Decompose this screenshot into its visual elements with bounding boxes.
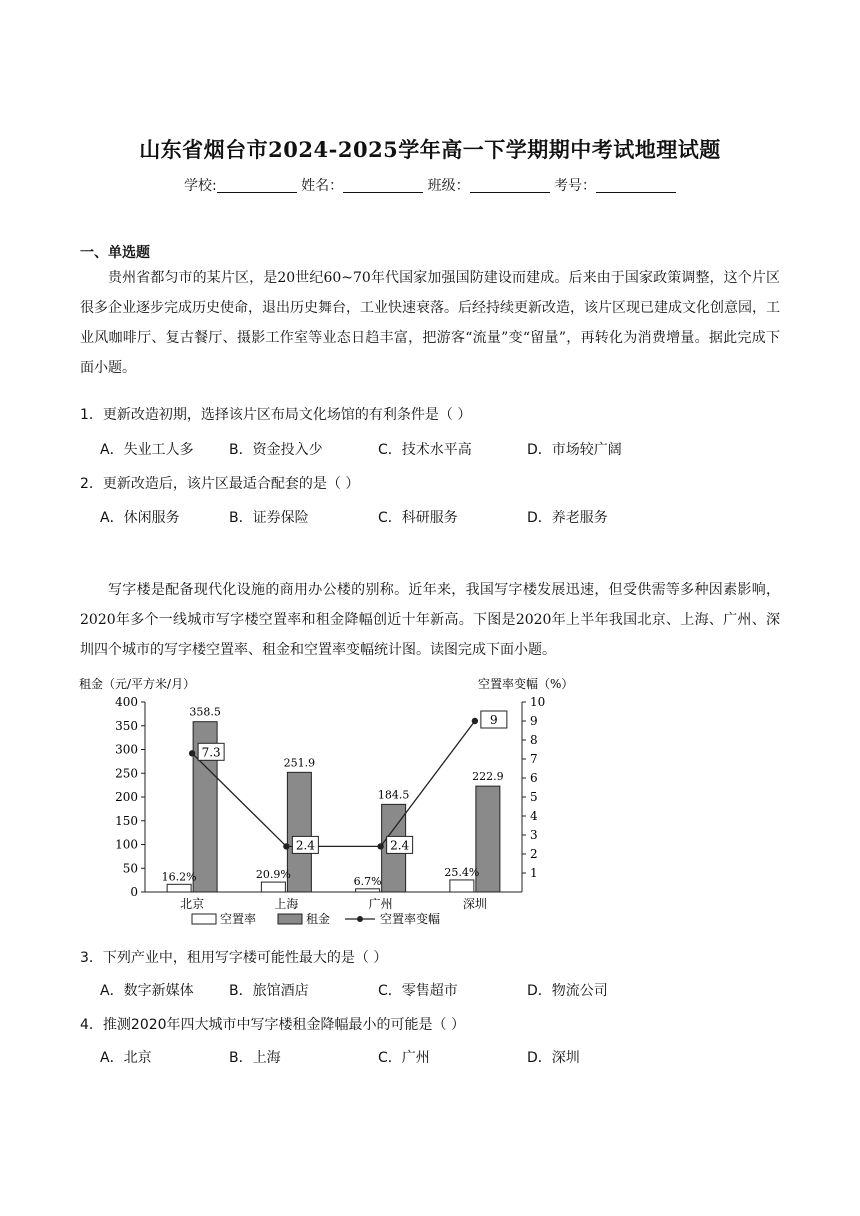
y2-tick-label: 1 — [530, 866, 538, 880]
x-tick-label: 北京 — [180, 897, 205, 911]
y-tick-label: 0 — [130, 885, 138, 899]
passage-2: 写字楼是配备现代化设施的商用办公楼的别称。近年来，我国写字楼发展迅速，但受供需等多种因素影响，2020年多个一线城市写字楼空置率和租金降幅创近十年新高。下图是2020年上半年我国北京、上海、广州、深圳四个城市的写字楼空置率、租金和空置率变幅统计图。读图完成下面小题。 — [80, 582, 780, 658]
question-3-option-a[interactable]: A．数字新媒体 — [100, 983, 194, 999]
chart-line — [189, 711, 507, 853]
y2-tick-label: 5 — [530, 790, 538, 804]
y2-tick-label: 8 — [530, 733, 538, 747]
vacancy-change-point — [189, 750, 195, 756]
x-tick-label: 深圳 — [462, 897, 487, 911]
question-1-stem: 1．更新改造初期，选择该片区布局文化场馆的有利条件是（ ） — [80, 407, 472, 423]
page-title: 山东省烟台市2024-2025学年高一下学期期中考试地理试题 — [139, 137, 721, 162]
legend-change-marker — [357, 916, 363, 922]
x-tick-label: 上海 — [274, 897, 299, 911]
question-3-stem: 3．下列产业中，租用写字楼可能性最大的是（ ） — [80, 950, 388, 966]
y-tick-label: 50 — [122, 861, 138, 876]
vacancy-value-label: 20.9% — [255, 868, 291, 882]
vacancy-value-label: 6.7% — [353, 874, 382, 888]
y2-tick-label: 3 — [530, 828, 538, 842]
rent-value-label: 251.9 — [283, 756, 316, 770]
y-tick-label: 200 — [115, 790, 138, 804]
rent-bar — [287, 772, 311, 892]
vacancy-bar — [450, 880, 474, 892]
y2-tick-label: 6 — [530, 771, 538, 785]
question-3-option-b[interactable]: B．旅馆酒店 — [229, 983, 309, 999]
question-2-stem: 2．更新改造后，该片区最适合配套的是（ ） — [80, 476, 360, 492]
y2-tick-label: 9 — [530, 714, 538, 728]
question-2-option-d[interactable]: D．养老服务 — [527, 510, 608, 526]
question-3-option-d[interactable]: D．物流公司 — [527, 983, 608, 999]
question-2-option-a[interactable]: A．休闲服务 — [100, 510, 180, 526]
rent-value-label: 184.5 — [377, 788, 410, 802]
class-blank[interactable] — [470, 178, 550, 193]
question-4-option-d[interactable]: D．深圳 — [527, 1050, 580, 1066]
passage-1: 贵州省都匀市的某片区，是20世纪60~70年代国家加强国防建设而建成。后来由于国家政策调整，这个片区很多企业逐步完成历史使命，退出历史舞台，工业快速衰落。后经持续更新改造，该片区现已建成文化创意园，工业风咖啡厅、复古餐厅、摄影工作室等业态日趋丰富，把游客“流量”变“留量”，再转化为消费增量。据此完成下面小题。 — [80, 270, 780, 376]
student-info-line — [0, 175, 860, 195]
legend-vacancy-label: 空置率 — [220, 912, 257, 926]
y2-tick-label: 4 — [530, 809, 538, 823]
section-heading: 一、单选题 — [80, 245, 150, 261]
vacancy-change-label: 7.3 — [201, 745, 221, 760]
question-2-option-b[interactable]: B．证券保险 — [229, 510, 309, 526]
legend-vacancy-swatch — [192, 914, 216, 924]
school-blank[interactable] — [217, 178, 297, 193]
question-3-option-c[interactable]: C．零售超市 — [378, 983, 458, 999]
question-4-option-a[interactable]: A．北京 — [100, 1050, 152, 1066]
rent-value-label: 222.9 — [472, 770, 504, 784]
y2-tick-label: 2 — [530, 847, 538, 861]
vacancy-change-line — [192, 721, 475, 846]
y2-tick-label: 7 — [530, 752, 538, 766]
id-blank[interactable] — [596, 178, 676, 193]
y-tick-label: 250 — [115, 766, 138, 781]
question-4-stem: 4．推测2020年四大城市中写字楼租金降幅最小的可能是（ ） — [80, 1017, 465, 1033]
legend-rent-swatch — [278, 914, 302, 924]
question-2-option-c[interactable]: C．科研服务 — [378, 510, 458, 526]
y-tick-label: 150 — [115, 813, 138, 828]
vacancy-value-label: 25.4% — [444, 865, 480, 879]
x-tick-label: 广州 — [368, 897, 393, 911]
vacancy-bar — [356, 889, 380, 892]
question-4-option-c[interactable]: C．广州 — [378, 1050, 430, 1066]
question-1-option-a[interactable]: A．失业工人多 — [100, 442, 194, 458]
y-tick-label: 350 — [115, 718, 138, 733]
y2-tick-label: 10 — [530, 695, 546, 709]
legend-rent-label: 租金 — [306, 912, 331, 926]
vacancy-change-point — [377, 843, 383, 849]
question-1-option-c[interactable]: C．技术水平高 — [378, 442, 472, 458]
vacancy-change-label: 9 — [490, 713, 498, 727]
y-tick-label: 300 — [115, 742, 138, 757]
rent-value-label: 358.5 — [189, 705, 221, 719]
y2-axis-label: 空置率变幅（%） — [478, 677, 574, 691]
question-1-option-b[interactable]: B．资金投入少 — [229, 442, 323, 458]
vacancy-change-label: 2.4 — [390, 838, 410, 853]
vacancy-value-label: 16.2% — [161, 870, 197, 884]
rent-bar — [476, 786, 500, 892]
y-tick-label: 100 — [115, 837, 138, 852]
vacancy-bar — [261, 882, 285, 892]
legend-change-label: 空置率变幅 — [380, 912, 441, 926]
id-label: 考号： — [554, 178, 597, 194]
y-axis-label: 租金（元/平方米/月） — [79, 677, 196, 691]
name-label: 姓名： — [301, 178, 344, 194]
class-label: 班级： — [427, 178, 470, 194]
chart-legend — [192, 911, 440, 926]
school-label: 学校: — [183, 178, 217, 194]
office-building-chart — [75, 672, 635, 932]
name-blank[interactable] — [343, 178, 423, 193]
question-1-option-d[interactable]: D．市场较广阔 — [527, 442, 622, 458]
vacancy-change-point — [472, 718, 478, 724]
vacancy-change-label: 2.4 — [295, 838, 315, 853]
y-tick-label: 400 — [115, 695, 138, 709]
vacancy-change-point — [283, 843, 289, 849]
question-4-option-b[interactable]: B．上海 — [229, 1050, 281, 1066]
vacancy-bar — [167, 884, 191, 892]
